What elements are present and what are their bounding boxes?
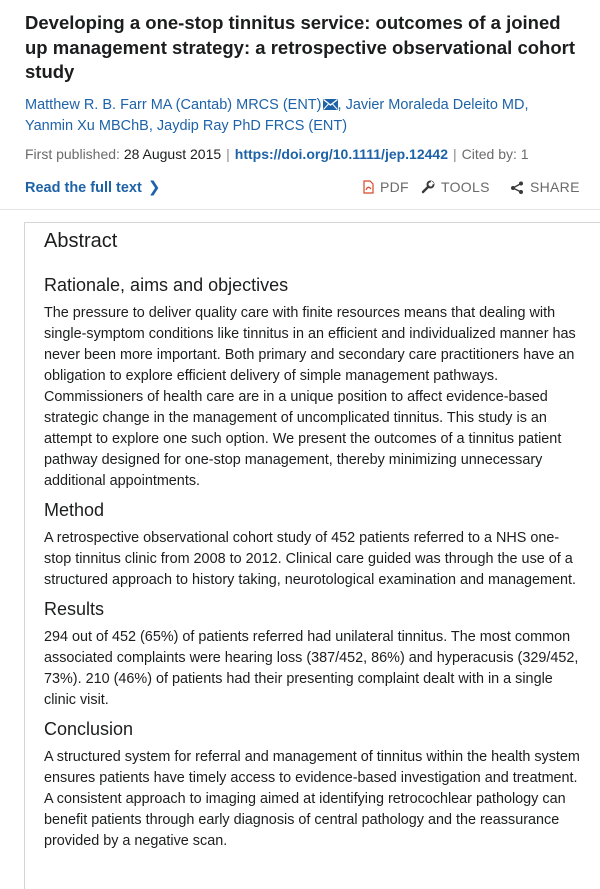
abstract-section-method xyxy=(44,498,584,591)
share-button[interactable] xyxy=(510,179,580,195)
meta-separator: | xyxy=(453,146,457,162)
abstract-body xyxy=(44,273,584,858)
tools-label: TOOLS xyxy=(441,179,490,195)
section-title: Results xyxy=(44,599,105,619)
author-link-farr[interactable]: Matthew R. B. Farr MA (Cantab) MRCS (ENT) xyxy=(25,97,322,113)
section-title: Conclusion xyxy=(44,719,134,739)
section-text: 294 out of 452 (65%) of patients referred had unilateral tinnitus. The most common associated complaints were hearing loss (387/452, 86%) and hyperacusis (329/452, 73%). 210 (46%) of patients had their presenting complaint dealt with in a single clinic visit. xyxy=(44,629,579,708)
article-title: Developing a one-stop tinnitus service: outcomes of a joined up management strategy: a retrospective observational cohort study xyxy=(25,12,576,82)
section-text: The pressure to deliver quality care with finite resources means that dealing with single-symptom conditions like tinnitus in an efficient and individualized manner has never been more important. Both primary and secondary care practitioners have an obligation to explore efficient delivery of simple management pathways. Commissioners of health care are in a unique position to affect evidence-based strategic change in the management of uncomplicated tinnitus. This study is an attempt to explore one such option. We present the outcomes of a tinnitus patient pathway designed for one-stop management, thereby minimizing unnecessary additional appointments. xyxy=(44,305,576,489)
doi-link[interactable]: https://doi.org/10.1111/jep.12442 xyxy=(234,146,448,162)
article-actions-bar xyxy=(0,176,600,200)
section-text: A retrospective observational cohort study of 452 patients referred to a NHS one-stop tinnitus clinic from 2008 to 2012. Clinical care guided was through the use of a structured approach to history taking, neurotological examination and management. xyxy=(44,530,576,588)
first-published-label: First published: xyxy=(25,146,120,162)
header-divider xyxy=(0,209,600,210)
meta-separator: | xyxy=(226,146,230,162)
section-text: A structured system for referral and management of tinnitus within the health system ensures patients have timely access to evidence-based investigation and treatment. A consistent approach to imaging aimed at identifying retrocochlear pathology can benefit patients through early diagnosis of central pathology and the reassurance provided by a negative scan. xyxy=(44,749,580,849)
read-full-text-label: Read the full text xyxy=(25,180,142,196)
pdf-icon xyxy=(363,180,374,194)
abstract-heading: Abstract xyxy=(44,230,118,252)
author-list xyxy=(25,95,585,137)
author-link-xu[interactable]: Yanmin Xu MBChB, xyxy=(25,118,153,134)
chevron-right-icon: ❯ xyxy=(147,179,161,196)
share-label: SHARE xyxy=(530,179,580,195)
first-published-date: 28 August 2015 xyxy=(123,146,222,162)
abstract-section-conclusion xyxy=(44,717,584,852)
publication-meta xyxy=(25,144,600,164)
abstract-section-results xyxy=(44,597,584,711)
read-full-text-link[interactable] xyxy=(25,178,160,196)
author-separator: , xyxy=(337,97,346,113)
share-icon xyxy=(510,181,524,194)
section-title: Method xyxy=(44,500,105,520)
author-link-moraleda-deleito[interactable]: Javier Moraleda Deleito MD, xyxy=(345,97,529,113)
wrench-icon xyxy=(421,180,435,194)
cited-by-link[interactable]: Cited by: 1 xyxy=(461,146,529,162)
pdf-label: PDF xyxy=(380,179,409,195)
author-link-ray[interactable]: Jaydip Ray PhD FRCS (ENT) xyxy=(156,118,348,134)
section-title: Rationale, aims and objectives xyxy=(44,275,289,295)
tools-button[interactable] xyxy=(421,179,490,195)
pdf-button[interactable] xyxy=(363,179,409,195)
author-line-2 xyxy=(25,116,585,137)
author-line-1 xyxy=(25,95,585,116)
envelope-icon[interactable] xyxy=(323,99,338,110)
abstract-section-rationale xyxy=(44,273,584,492)
